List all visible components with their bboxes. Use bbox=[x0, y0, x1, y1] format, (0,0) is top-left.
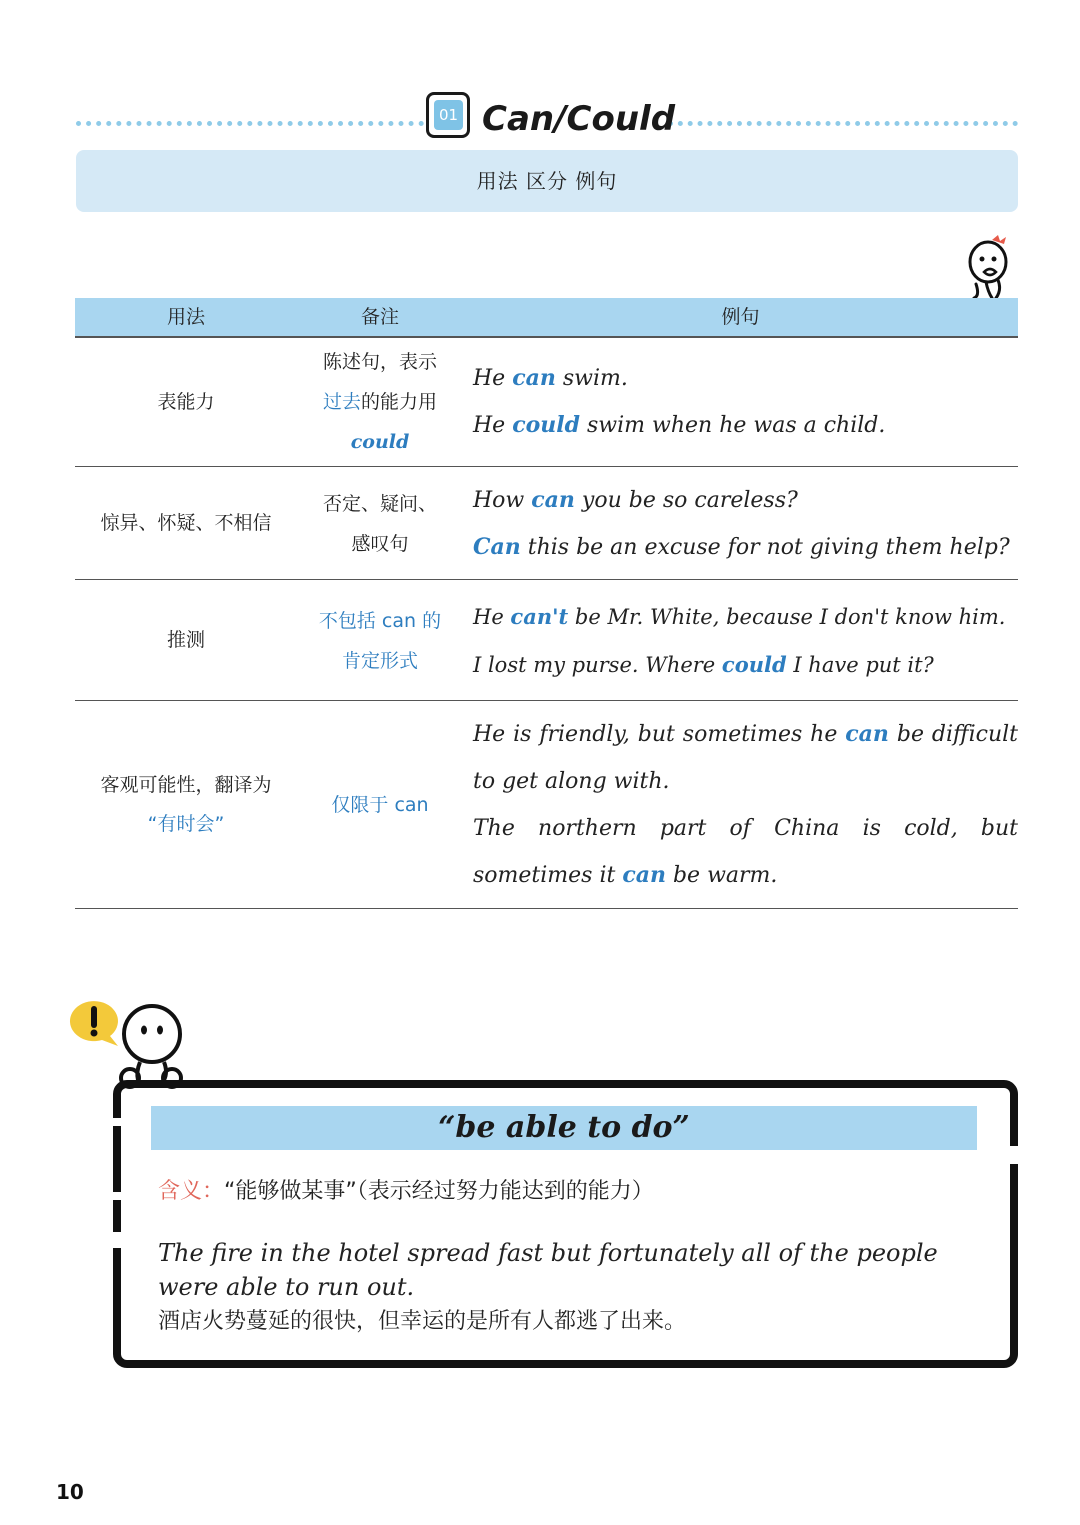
section-number-badge bbox=[426, 92, 470, 138]
examples-cell bbox=[463, 338, 1018, 466]
usage-cell bbox=[75, 702, 297, 908]
header-note: 备注 bbox=[360, 306, 399, 328]
header-usage: 用法 bbox=[166, 306, 205, 328]
note-cell bbox=[297, 468, 463, 579]
section-number: 01 bbox=[434, 100, 463, 130]
example-sentence: I lost my purse. Where could I have put it? bbox=[473, 651, 934, 677]
subtitle-band: 用法 区分 例句 bbox=[76, 150, 1018, 212]
callout-frame-gap bbox=[108, 1192, 124, 1200]
title-dots-right bbox=[668, 121, 1018, 126]
usage-cell bbox=[75, 581, 297, 700]
meaning-label: 含义： bbox=[158, 1179, 225, 1204]
note-line: 过去的能力用 bbox=[322, 391, 438, 413]
note-line: 感叹句 bbox=[351, 532, 409, 555]
note-line: 陈述句，表示 bbox=[322, 351, 437, 373]
callout-example-english: The fire in the hotel spread fast but fortunately all of the people were able to run out. bbox=[158, 1239, 938, 1301]
exclamation-figure-icon bbox=[64, 1000, 194, 1090]
table-header bbox=[75, 298, 1018, 338]
note-line: 仅限于 can bbox=[331, 794, 429, 816]
table-row bbox=[75, 581, 1018, 701]
note-line: could bbox=[350, 431, 410, 453]
page-title: Can/Could bbox=[482, 99, 676, 139]
meaning-text: “能够做某事”（表示经过努力能达到的能力） bbox=[224, 1179, 654, 1204]
callout-frame-gap bbox=[108, 1232, 124, 1248]
usage-text: 表能力 bbox=[157, 390, 215, 413]
callout-frame-gap bbox=[108, 1118, 124, 1126]
table-row bbox=[75, 468, 1018, 580]
callout-meaning bbox=[158, 1174, 654, 1210]
examples-cell bbox=[463, 581, 1018, 700]
note-cell bbox=[297, 338, 463, 466]
callout-title: “be able to do” bbox=[151, 1106, 977, 1150]
usage-cell bbox=[75, 468, 297, 579]
examples-cell bbox=[463, 702, 1018, 908]
callout-example-chinese: 酒店火势蔓延的很快，但幸运的是所有人都逃了出来。 bbox=[158, 1309, 687, 1334]
usage-translation: “有时会” bbox=[147, 813, 225, 835]
header-examples: 例句 bbox=[721, 306, 760, 328]
usage-text: 惊异、怀疑、不相信 bbox=[100, 512, 272, 534]
examples-cell bbox=[463, 468, 1018, 579]
usage-text: 推测 bbox=[166, 629, 205, 651]
note-line: 肯定形式 bbox=[341, 649, 418, 672]
example-sentence: How can you be so careless? bbox=[473, 486, 798, 513]
note-line: 否定、疑问、 bbox=[322, 492, 437, 515]
thinking-girl-icon bbox=[962, 232, 1018, 300]
example-sentence: The northern part of China is cold, but sometimes it can be warm. bbox=[473, 816, 1018, 888]
note-line: 不包括 can 的 bbox=[318, 609, 442, 632]
callout-frame-gap bbox=[1005, 1146, 1021, 1164]
example-sentence: Can this be an excuse for not giving them help? bbox=[473, 533, 1010, 560]
example-sentence: He can't be Mr. White, because I don't know him. bbox=[473, 603, 1006, 629]
example-sentence: He can swim. bbox=[473, 365, 628, 391]
example-sentence: He could swim when he was a child. bbox=[473, 412, 886, 438]
usage-cell bbox=[75, 338, 297, 466]
page-number: 10 bbox=[56, 1480, 84, 1504]
note-cell bbox=[297, 581, 463, 700]
example-sentence: He is friendly, but sometimes he can be difficult to get along with. bbox=[473, 721, 1018, 794]
usage-text: 客观可能性，翻译为 bbox=[100, 774, 272, 796]
note-cell bbox=[297, 702, 463, 908]
table-row bbox=[75, 702, 1018, 909]
table-row bbox=[75, 338, 1018, 467]
title-dots-left bbox=[76, 121, 424, 126]
